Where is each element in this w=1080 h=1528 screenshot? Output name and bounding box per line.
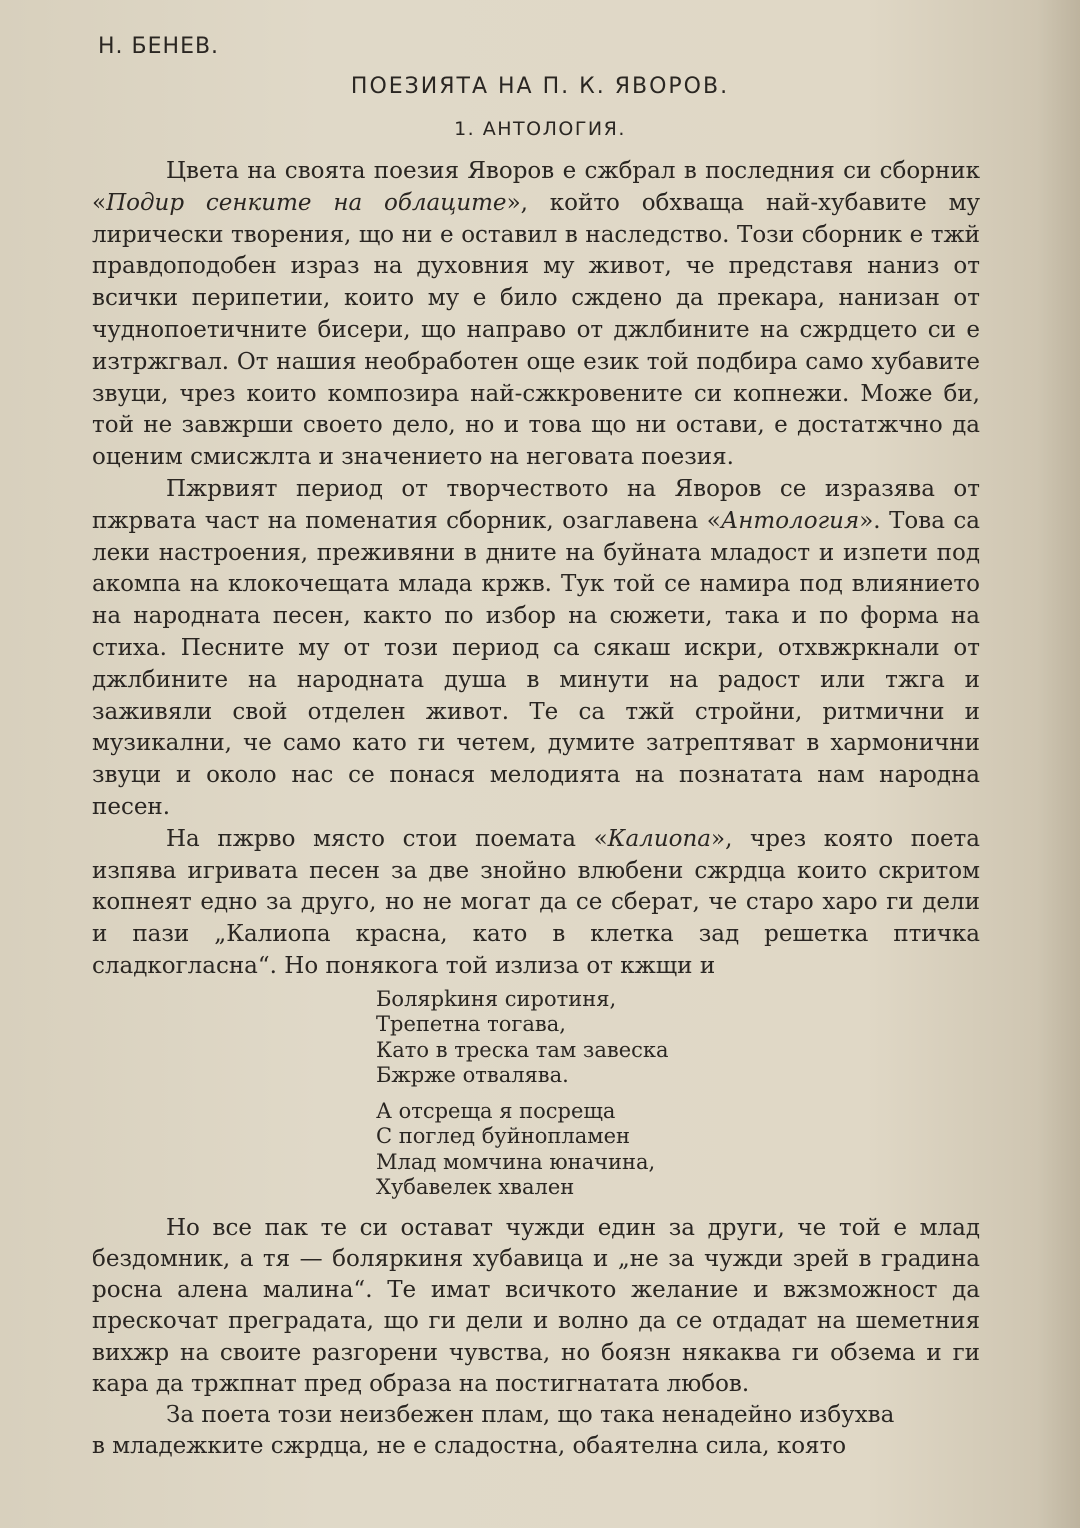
verse-line: Хубавелек хвален [376, 1175, 575, 1200]
paragraph-3: На пжрво място стои поемата «Калиопа», чрез която поета изпява игривата песен за две знойно влюбени сжрдца които скритом копнеят едно за друго, но не могат да се сберат, че старо харо ги дели и пази „Калиопа красна, като в клетка зад решетка птичка сладкогласна“. Но понякога той излиза от кжщи и [92, 825, 980, 979]
paragraph-4: Но все пак те си остават чужди един за други, че той е млад бездомник, а тя — боляркиня хубавица и „не за чужди зрей в градина росна алена малина“. Те имат всичкото желание и вжзможност да прескочат преградата, що ги дели и волно да се отдадат на шеметния вихжр на своите разгорени чувства, но боязн някаква ги обзема и ги кара да тржпнат пред образа на постигнатата любов. [92, 1214, 980, 1397]
paragraph-2: Пжрвият период от творчеството на Яворов се изразява от пжрвата част на поменатия сборник, озаглавена «Антология». Това са леки настроения, преживяни в дните на буйната младост и изпети под акомпа на клокочещата млада кржв. Тук той се намира под влиянието на народната песен, както по избор на сюжети, така и по форма на стиха. Песните му от този период са сякаш искри, отхвжркнали от джлбините на народната душа в минути на радост или тжга и заживяли свой отделен живот. Те са тжй стройни, ритмични и музикални, че само като ги четем, думите затрептяват в хармонични звуци и около нас се понася мелодията на познатата нам народна песен. [92, 475, 980, 820]
verse-line: Болярkиня сиротиня, [376, 986, 617, 1011]
paragraph-1: Цвета на своята поезия Яворов е сжбрал в последния си сборник «Подир сенките на облаците», който обхваща най-хубавите му лирически творения, що ни е оставил в наследство. Този сборник е тжй правдоподобен израз на духовния му живот, че представя наниз от всички перипетии, които му е било сждено да прекара, нанизан от чуднопоетичните бисери, що направо от джлбините на сжрдцето си е изтржгвал. От нашия необработен още език той подбира само хубавите звуци, чрез които композира най-сжкровените си копнежи. Може би, той не завжрши своето дело, но и това що ни остави, е достатжчно да оценим смисжлта и значението на неговата поезия. [92, 158, 981, 471]
verse-line: Млад момчина юначина, [376, 1149, 656, 1174]
article-body [92, 156, 980, 1462]
verse-line: Като в треска там завеска [376, 1037, 669, 1062]
verse-line: Бжрже отвалява. [376, 1063, 569, 1088]
article-title: ПОЕЗИЯТА НА П. К. ЯВОРОВ. [350, 74, 730, 99]
section-title: Антология [720, 507, 860, 534]
section-heading: 1. АНТОЛОГИЯ. [454, 118, 626, 140]
verse-quote [376, 987, 980, 1201]
running-header-author: Н. БЕНЕВ. [98, 34, 220, 59]
verse-line: Трепетна тогава, [376, 1012, 566, 1037]
paragraph-5-line-1: За поета този неизбежен плам, що така ненадейно избухва [166, 1401, 895, 1428]
paragraph-5-line-2: в младежките сжрдца, не е сладостна, обаятелна сила, която [92, 1433, 847, 1460]
book-title: Подир сенките на облаците [106, 189, 507, 216]
poem-title: Калиопа [607, 825, 711, 852]
verse-line: А отсреща я посреща [376, 1098, 616, 1123]
verse-line: С поглед буйнопламен [376, 1124, 631, 1149]
